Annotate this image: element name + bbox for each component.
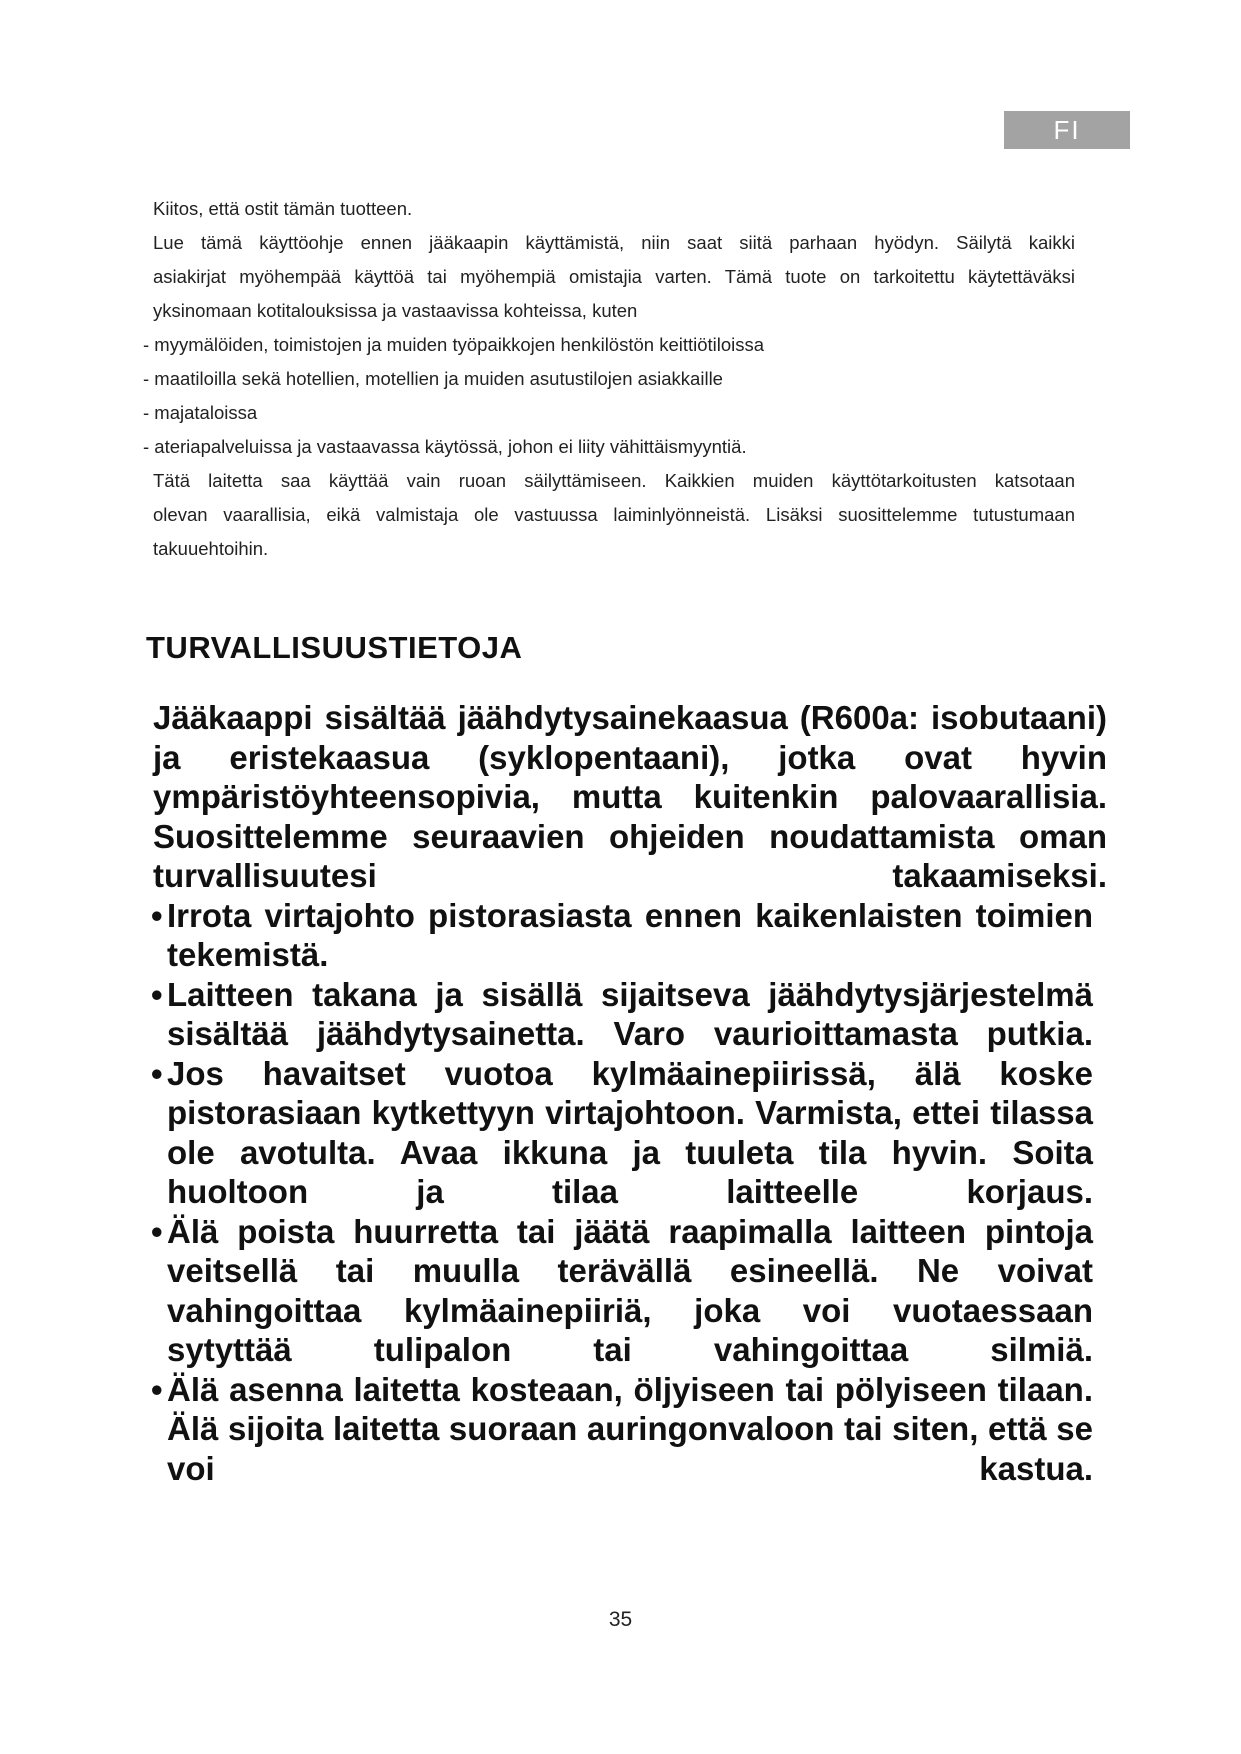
intro-section xyxy=(143,192,1075,566)
intro-line: takuuehtoihin. xyxy=(153,538,269,559)
intro-list-item: - majataloissa xyxy=(143,402,258,423)
intro-line: asiakirjat myöhempää käyttöä tai myöhempiä omistajia varten. Tämä tuote on tarkoitettu käytettäväksi xyxy=(153,266,1075,287)
safety-paragraph: Jääkaappi sisältää jäähdytysainekaasua (R600a: isobutaani) ja eristekaasua (syklopentaani), jotka ovat hyvin ympäristöyhteensopivia, mutta kuitenkin palovaarallisia. xyxy=(153,699,1107,815)
safety-section xyxy=(153,698,1107,1488)
safety-bullet: • Laitteen takana ja sisällä sijaitseva jäähdytysjärjestelmä sisältää jäähdytysainetta. Varo vaurioittamasta putkia. xyxy=(153,975,1093,1054)
intro-line: Tätä laitetta saa käyttää vain ruoan säilyttämiseen. Kaikkien muiden käyttötarkoitusten katsotaan xyxy=(153,470,1075,491)
section-heading: TURVALLISUUSTIETOJA xyxy=(146,630,523,665)
intro-thanks: Kiitos, että ostit tämän tuotteen. xyxy=(153,198,413,219)
intro-line: Lue tämä käyttöohje ennen jääkaapin käyttämistä, niin saat siitä parhaan hyödyn. Säilytä kaikki xyxy=(153,232,1075,253)
page-number: 35 xyxy=(608,1608,633,1631)
intro-line: olevan vaarallisia, eikä valmistaja ole vastuussa laiminlyönneistä. Lisäksi suosittelemme tutustumaan xyxy=(153,504,1075,525)
safety-bullet: • Jos havaitset vuotoa kylmäainepiirissä, älä koske pistorasiaan kytkettyyn virtajohtoon. Varmista, ettei tilassa ole avotulta. Avaa ikkuna ja tuuleta tila hyvin. Soita huoltoon ja tilaa laitteelle korjaus. xyxy=(153,1054,1093,1212)
safety-bullet-list xyxy=(153,896,1107,1489)
safety-bullet: • Älä asenna laitetta kosteaan, öljyiseen tai pölyiseen tilaan. Älä sijoita laitetta suoraan auringonvaloon tai siten, että se voi kastua. xyxy=(153,1370,1093,1489)
intro-list-item: - ateriapalveluissa ja vastaavassa käytössä, johon ei liity vähittäismyyntiä. xyxy=(143,436,747,457)
safety-bullet: • Irrota virtajohto pistorasiasta ennen kaikenlaisten toimien tekemistä. xyxy=(153,896,1093,975)
safety-bullet: • Älä poista huurretta tai jäätä raapimalla laitteen pintoja veitsellä tai muulla terävällä esineellä. Ne voivat vahingoittaa kylmäainepiiriä, joka voi vuotaessaan sytyttää tulipalon tai vahingoittaa silmiä. xyxy=(153,1212,1093,1370)
language-tab: FI xyxy=(1004,111,1130,149)
safety-paragraph: Suosittelemme seuraavien ohjeiden noudattamista oman turvallisuutesi takaamiseksi. xyxy=(153,817,1107,894)
intro-list-item: - myymälöiden, toimistojen ja muiden työpaikkojen henkilöstön keittiötiloissa xyxy=(143,334,765,355)
intro-list-item: - maatiloilla sekä hotellien, motellien ja muiden asutustilojen asiakkaille xyxy=(143,368,723,389)
intro-line: yksinomaan kotitalouksissa ja vastaavissa kohteissa, kuten xyxy=(153,300,638,321)
